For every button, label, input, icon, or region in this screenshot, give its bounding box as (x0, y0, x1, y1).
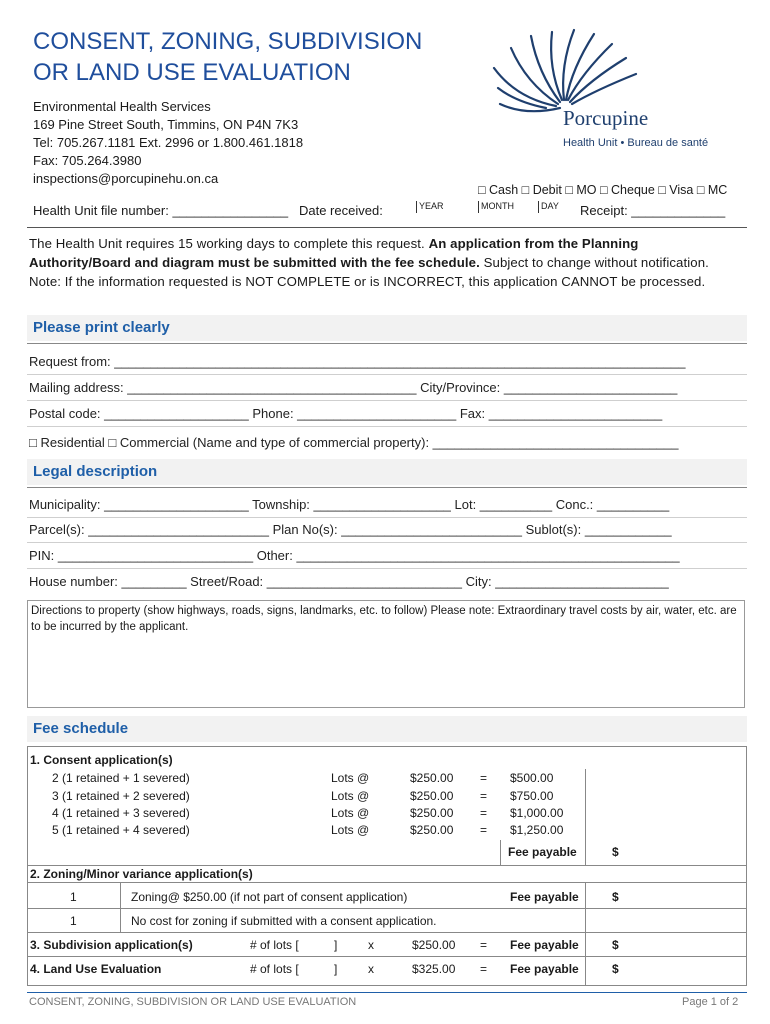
municipality-field[interactable]: Municipality: ____________________ Township: ___________________ Lot: __________ Conc.: __________ (29, 497, 670, 512)
consent-row-eq: = (480, 823, 488, 837)
separator (27, 568, 747, 569)
logo-name: Porcupine (563, 106, 649, 130)
payment-options[interactable]: □ Cash □ Debit □ MO □ Cheque □ Visa □ MC (478, 183, 728, 197)
intro-part-1: The Health Unit requires 15 working days to complete this request. (29, 236, 429, 251)
porcupine-logo (486, 28, 746, 158)
subdivision-rate: $250.00 (412, 938, 456, 952)
consent-row-rate: $250.00 (410, 806, 454, 820)
consent-row-rate: $250.00 (410, 771, 454, 785)
file-number-label: Health Unit file number: ________________ (33, 203, 289, 218)
intro-bold: An application from the Planning Authority/Board and diagram must be submitted with the fee schedule. (29, 236, 639, 270)
date-year-field[interactable]: YEAR (416, 201, 444, 213)
consent-row-total: $1,250.00 (510, 823, 564, 837)
consent-fee-payable-label: Fee payable (508, 845, 577, 859)
telephone: Tel: 705.267.1181 Ext. 2996 or 1.800.461.1818 (33, 135, 304, 150)
land-use-bracket: ] (334, 962, 338, 976)
form-title (33, 26, 422, 88)
consent-row-eq: = (480, 806, 488, 820)
mailing-address-field[interactable]: Mailing address: ________________________________________ City/Province: ________________________ (29, 380, 678, 395)
zoning-fee-payable-input[interactable]: $ (612, 890, 619, 904)
postal-phone-fax-field[interactable]: Postal code: ____________________ Phone: ______________________ Fax: ________________________ (29, 406, 663, 421)
land-use-times: x (368, 962, 374, 976)
land-use-rate: $325.00 (412, 962, 456, 976)
zoning-row2-num: 1 (70, 914, 77, 928)
header-divider (27, 227, 747, 228)
date-day-field[interactable]: DAY (538, 201, 559, 213)
subdivision-lots-input[interactable]: # of lots [ (250, 938, 299, 952)
table-hline (27, 865, 747, 866)
subdivision-fee-payable-label: Fee payable (510, 938, 579, 952)
table-vline (120, 882, 121, 932)
consent-row-desc: 5 (1 retained + 4 severed) (52, 823, 190, 837)
table-hline (27, 956, 747, 957)
section-print-divider (27, 343, 747, 344)
separator (27, 400, 747, 401)
consent-row-eq: = (480, 789, 488, 803)
consent-row-rate: $250.00 (410, 823, 454, 837)
table-hline (27, 882, 747, 883)
logo-subtitle: Health Unit • Bureau de santé (563, 137, 709, 149)
table-vline (585, 882, 586, 986)
subdivision-bracket: ] (334, 938, 338, 952)
zoning-row1-num: 1 (70, 890, 77, 904)
consent-row-desc: 4 (1 retained + 3 severed) (52, 806, 190, 820)
directions-textarea[interactable]: Directions to property (show highways, roads, signs, landmarks, etc. to follow) Please note: Extraordinary travel costs by air, water, etc. are to be incurred by the applicant. (27, 600, 745, 708)
land-use-fee-payable-input[interactable]: $ (612, 962, 619, 976)
section-legal-divider (27, 487, 747, 488)
land-use-lots-input[interactable]: # of lots [ (250, 962, 299, 976)
subdivision-equals: = (480, 938, 488, 952)
footer-divider (27, 992, 747, 993)
section-bg-fee (27, 716, 747, 742)
separator (27, 426, 747, 427)
consent-row-lots: Lots @ (331, 806, 370, 820)
table-vline (500, 840, 501, 865)
table-hline (27, 908, 747, 909)
land-use-equals: = (480, 962, 488, 976)
section-legal-description: Legal description (33, 463, 158, 480)
consent-row-total: $750.00 (510, 789, 554, 803)
parcel-field[interactable]: Parcel(s): _________________________ Plan No(s): _________________________ Sublot(s): ____________ (29, 522, 672, 537)
property-type-field[interactable]: □ Residential □ Commercial (Name and type of commercial property): __________________________________ (29, 435, 679, 450)
zoning-fee-payable-label: Fee payable (510, 890, 579, 904)
title-line-1: CONSENT, ZONING, SUBDIVISION (33, 28, 423, 55)
consent-row-lots: Lots @ (331, 771, 370, 785)
footer-title: CONSENT, ZONING, SUBDIVISION OR LAND USE EVALUATION (29, 996, 357, 1008)
section-print-clearly: Please print clearly (33, 319, 170, 336)
zoning-row2-desc: No cost for zoning if submitted with a consent application. (131, 914, 437, 928)
intro-part-2: Subject to change without notification. Note: If the information requested is NOT COMPLETE or is INCORRECT, this application CANNOT be processed. (29, 255, 709, 289)
section-fee-schedule: Fee schedule (33, 720, 129, 737)
email[interactable]: inspections@porcupinehu.on.ca (33, 171, 219, 186)
contact-block (33, 98, 303, 188)
date-month-field[interactable]: MONTH (478, 201, 514, 213)
consent-row-rate: $250.00 (410, 789, 454, 803)
department: Environmental Health Services (33, 99, 211, 114)
consent-row-total: $500.00 (510, 771, 554, 785)
house-number-field[interactable]: House number: _________ Street/Road: ___________________________ City: ________________________ (29, 574, 669, 589)
title-line-2: OR LAND USE EVALUATION (33, 59, 351, 86)
land-use-title: 4. Land Use Evaluation (30, 962, 162, 976)
consent-row-desc: 2 (1 retained + 1 severed) (52, 771, 190, 785)
zoning-row1-desc: Zoning@ $250.00 (if not part of consent application) (131, 890, 408, 904)
date-received-label: Date received: (298, 203, 383, 218)
separator (27, 542, 747, 543)
consent-fee-payable-input[interactable]: $ (612, 845, 619, 859)
table-vline (585, 769, 586, 865)
land-use-fee-payable-label: Fee payable (510, 962, 579, 976)
table-hline (27, 932, 747, 933)
consent-row-lots: Lots @ (331, 823, 370, 837)
address: 169 Pine Street South, Timmins, ON P4N 7K3 (33, 117, 299, 132)
receipt-field[interactable]: Receipt: _____________ (580, 203, 726, 218)
fax: Fax: 705.264.3980 (33, 153, 142, 168)
subdivision-fee-payable-input[interactable]: $ (612, 938, 619, 952)
separator (27, 517, 747, 518)
consent-row-desc: 3 (1 retained + 2 severed) (52, 789, 190, 803)
file-number-field[interactable] (33, 203, 383, 218)
request-from-field[interactable]: Request from: _______________________________________________________________________________ (29, 354, 686, 369)
zoning-title: 2. Zoning/Minor variance application(s) (30, 867, 253, 881)
intro-paragraph (29, 234, 729, 291)
consent-title: 1. Consent application(s) (30, 753, 173, 767)
consent-row-eq: = (480, 771, 488, 785)
separator (27, 374, 747, 375)
subdivision-title: 3. Subdivision application(s) (30, 938, 193, 952)
consent-row-lots: Lots @ (331, 789, 370, 803)
consent-row-total: $1,000.00 (510, 806, 564, 820)
page-number: Page 1 of 2 (682, 996, 739, 1008)
pin-field[interactable]: PIN: ___________________________ Other: _____________________________________________________ (29, 548, 680, 563)
subdivision-times: x (368, 938, 374, 952)
